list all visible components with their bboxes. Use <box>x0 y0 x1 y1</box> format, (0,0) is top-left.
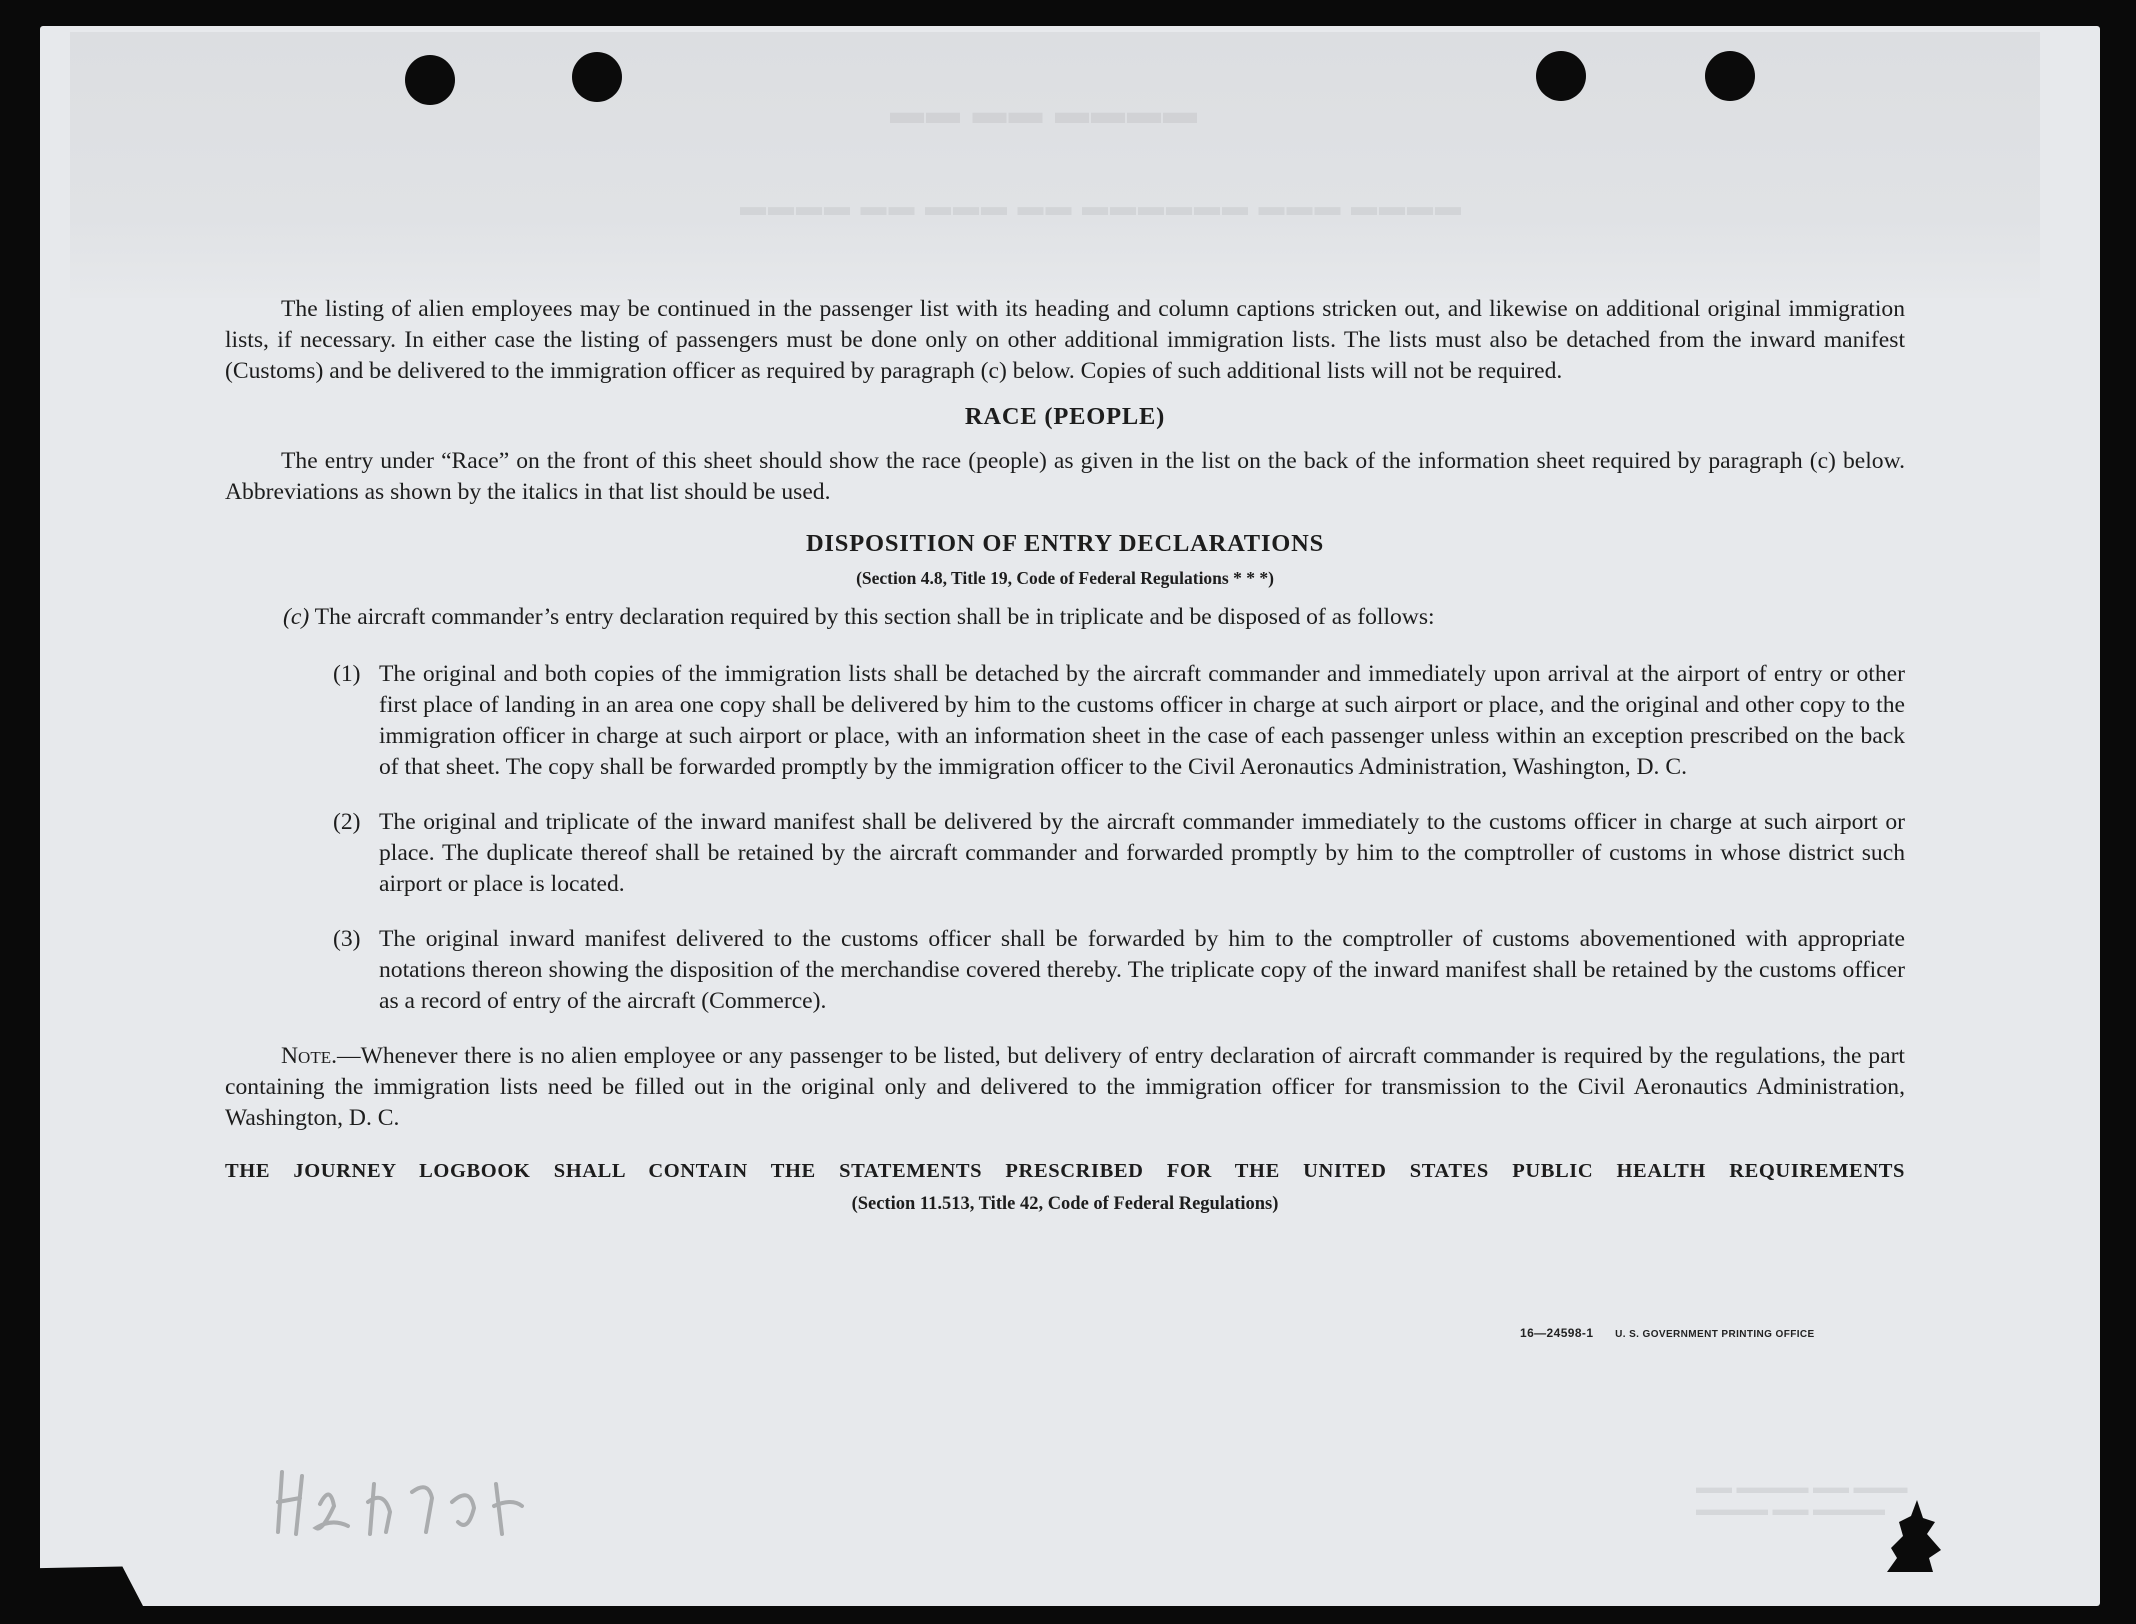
disposition-heading: DISPOSITION OF ENTRY DECLARATIONS <box>805 530 1325 557</box>
clause-label: (c) <box>283 604 310 630</box>
printer-name: U. S. GOVERNMENT PRINTING OFFICE <box>1615 1329 1815 1340</box>
item-number: (1) <box>333 661 361 687</box>
list-item <box>333 659 1905 783</box>
printer-imprint <box>1520 1326 1815 1340</box>
note-lead: Note. <box>281 1043 337 1069</box>
show-through-text: ▬▬▬▬ ▬▬ ▬▬▬ ▬▬ ▬▬▬▬▬▬ ▬▬▬ ▬▬▬▬ <box>740 192 1463 221</box>
race-paragraph: The entry under “Race” on the front of this sheet should show the race (people) as given in the list on the back of the information sheet required by paragraph (c) below. Abbreviations as shown by the italics in that list should be used. <box>225 448 1905 505</box>
show-through-text: ▬▬ ▬▬▬▬ ▬▬ ▬▬▬ ▬▬▬▬ ▬▬ ▬▬▬▬ <box>1696 1477 1908 1519</box>
note-text: —Whenever there is no alien employee or any passenger to be listed, but delivery of entry declaration of aircraft commander is required by the regulations, the part containing the immigration lists need be filled out in the original only and delivered to the immigration officer for transmission to the Civil Aeronautics Administration, Washington, D. C. <box>225 1043 1905 1131</box>
item-text: The original and triplicate of the inward manifest shall be delivered by the aircraft commander immediately to the customs officer in charge at such airport or place. The duplicate thereof shall be retained by the aircraft commander and forwarded promptly by him to the comptroller of customs in whose district such airport or place is located. <box>379 809 1905 897</box>
list-item <box>333 807 1905 900</box>
note-paragraph <box>225 1041 1905 1134</box>
clause-c <box>283 602 1905 633</box>
punch-hole-icon <box>1705 51 1755 101</box>
form-number: 16—24598-1 <box>1520 1326 1594 1340</box>
punch-hole-icon <box>572 52 622 102</box>
footer-citation: (Section 11.513, Title 42, Code of Federal Regulations) <box>851 1194 1279 1214</box>
clause-text: The aircraft commander’s entry declaration required by this section shall be in triplicate and be disposed of as follows: <box>314 604 1435 630</box>
punch-hole-icon <box>405 55 455 105</box>
document-body <box>225 294 1905 1220</box>
item-text: The original and both copies of the immigration lists shall be detached by the aircraft commander and immediately upon arrival at the airport of entry or other first place of landing in an area one copy shall be delivered by him to the customs officer in charge at such airport or place, and the original and other copy to the immigration officer in charge at such airport or place, with an information sheet in the case of each passenger unless within an exception prescribed on the back of that sheet. The copy shall be forwarded promptly by the immigration officer to the Civil Aeronautics Administration, Washington, D. C. <box>379 661 1905 780</box>
handwritten-mark-icon <box>272 1462 562 1546</box>
show-through-text: ▬▬ ▬▬ ▬▬▬▬ <box>890 94 1199 131</box>
intro-paragraph: The listing of alien employees may be continued in the passenger list with its heading and column captions stricken out, and likewise on additional original immigration lists, if necessary. In either case the listing of passengers must be done only on other additional immigration lists. The lists must also be detached from the inward manifest (Customs) and be delivered to the immigration officer as required by paragraph (c) below. Copies of such additional lists will not be required. <box>225 296 1905 384</box>
item-number: (2) <box>333 809 361 835</box>
item-text: The original inward manifest delivered to the customs officer shall be forwarded by him to the comptroller of customs abovementioned with appropriate notations thereon showing the disposition of the merchandise covered thereby. The triplicate copy of the inward manifest shall be retained by the customs officer as a record of entry of the aircraft (Commerce). <box>379 926 1905 1014</box>
disposition-citation: (Section 4.8, Title 19, Code of Federal Regulations * * *) <box>856 568 1274 588</box>
footer-heading: THE JOURNEY LOGBOOK SHALL CONTAIN THE STATEMENTS PRESCRIBED FOR THE UNITED STATES PUBLIC HEALTH REQUIREMENTS <box>225 1160 1905 1182</box>
item-number: (3) <box>333 926 361 952</box>
race-heading: RACE (PEOPLE) <box>964 403 1166 430</box>
list-item <box>333 924 1905 1017</box>
punch-hole-icon <box>1536 51 1586 101</box>
